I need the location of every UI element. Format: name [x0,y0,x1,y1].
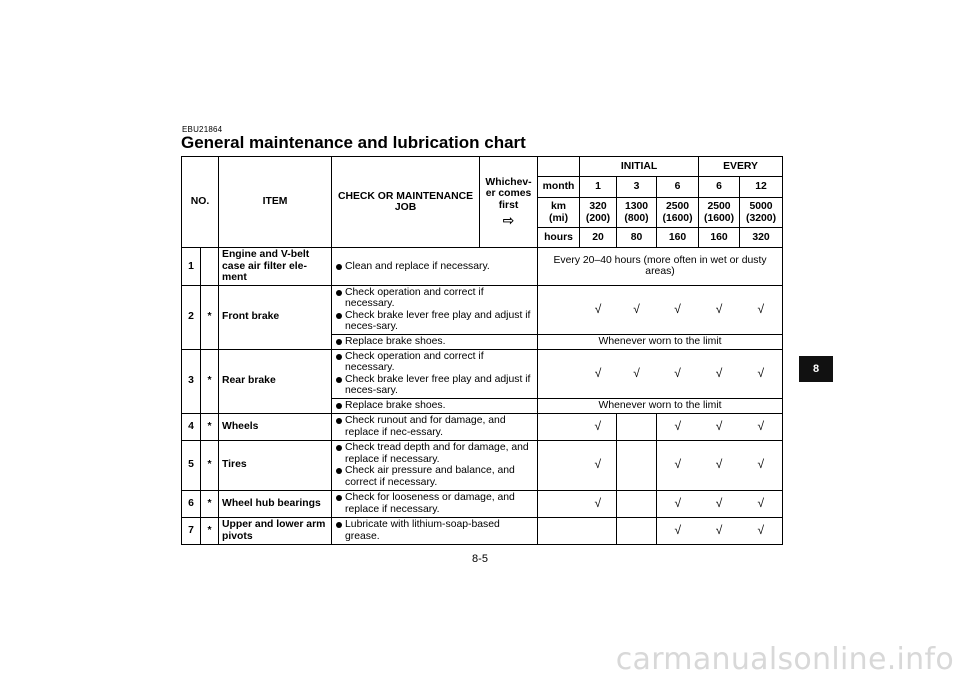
spacer-cell [538,490,580,517]
km-cell: 2500 (1600) [699,198,740,228]
check-mark: √ [699,413,740,440]
header-item: ITEM [219,157,332,248]
check-mark: √ [633,301,640,316]
job-bullet: Replace brake shoes. [335,336,534,348]
header-every: EVERY [699,157,783,177]
check-mark: √ [740,285,783,334]
item-name: Engine and V-belt case air filter ele-ment [219,248,332,286]
check-mark: √ [674,301,681,316]
check-mark [617,440,657,490]
km-cell: 1300 (800) [617,198,657,228]
table-row [182,248,783,286]
header-whichever-text: Whichev-er comes first [485,176,532,211]
check-mark: √ [740,440,783,490]
check-mark: √ [699,517,740,544]
check-mark [617,413,657,440]
section-tab: 8 [799,356,833,382]
job-cell [332,334,538,349]
header-corner [538,157,580,177]
km-cell: 320 (200) [580,198,617,228]
job-cell [332,248,538,286]
row-number: 2 [182,285,201,349]
spacer-cell [538,349,580,398]
check-mark [580,517,617,544]
job-bullet: Replace brake shoes. [335,400,534,412]
item-name: Upper and lower arm pivots [219,517,332,544]
row-mark [201,248,219,286]
job-bullet: Check runout and for damage, and replace if nec-essary. [335,415,534,438]
job-cell [332,349,538,398]
row-number: 3 [182,349,201,413]
arrow-right-icon: ⇨ [502,212,515,229]
row-mark: * [201,440,219,490]
month-cell: 1 [580,177,617,198]
row-number: 5 [182,440,201,490]
document-code: EBU21864 [182,125,223,134]
job-bullet: Check operation and correct if necessary. [335,351,534,374]
row-mark: * [201,517,219,544]
hours-cell: 160 [657,228,699,248]
job-bullet: Check for looseness or damage, and replace if necessary. [335,492,534,515]
check-mark: √ [740,490,783,517]
watermark: carmanualsonline.info [615,642,954,677]
job-bullet: Check air pressure and balance, and correct if necessary. [335,465,534,488]
check-mark: √ [740,349,783,398]
check-mark: √ [580,413,617,440]
header-initial: INITIAL [580,157,699,177]
row-mark: * [201,490,219,517]
hours-cell: 20 [580,228,617,248]
table-row [182,490,783,517]
check-mark [617,517,657,544]
job-bullet: Check tread depth and for damage, and replace if necessary. [335,442,534,465]
maintenance-chart-table [181,156,783,545]
hours-cell: 80 [617,228,657,248]
km-cell: 2500 (1600) [657,198,699,228]
check-mark: √ [740,413,783,440]
check-mark: √ [657,440,699,490]
month-cell: 6 [699,177,740,198]
check-mark: √ [594,301,602,316]
check-mark [617,490,657,517]
check-mark: √ [674,365,681,380]
spacer-cell [538,413,580,440]
job-cell [332,490,538,517]
header-whichever [480,157,538,248]
spacer-cell [538,440,580,490]
spacer-cell [538,285,580,334]
job-cell [332,285,538,334]
check-mark: √ [657,517,699,544]
page-number: 8-5 [472,553,488,565]
item-name: Wheel hub bearings [219,490,332,517]
table-row [182,517,783,544]
job-cell [332,440,538,490]
job-cell [332,413,538,440]
job-cell [332,398,538,413]
header-job: CHECK OR MAINTENANCE JOB [332,157,480,248]
row-mark: * [201,413,219,440]
row-mark: * [201,349,219,413]
check-mark: √ [715,301,723,316]
km-cell: 5000 (3200) [740,198,783,228]
header-month-label: month [538,177,580,198]
page-title: General maintenance and lubrication chart [181,133,526,152]
table-row [182,440,783,490]
item-name: Front brake [219,285,332,349]
table-row [182,285,783,334]
check-mark: √ [657,490,699,517]
item-name: Rear brake [219,349,332,413]
row-mark: * [201,285,219,349]
month-cell: 3 [617,177,657,198]
check-mark: √ [594,365,602,380]
header-km-label: km (mi) [538,198,580,228]
check-mark: √ [740,517,783,544]
item-name: Wheels [219,413,332,440]
hours-cell: 160 [699,228,740,248]
item-name: Tires [219,440,332,490]
job-bullet: Check operation and correct if necessary. [335,287,534,310]
interval-note: Whenever worn to the limit [538,398,783,413]
interval-note: Every 20–40 hours (more often in wet or dusty areas) [538,248,783,286]
month-cell: 12 [740,177,783,198]
job-bullet: Check brake lever free play and adjust if neces-sary. [335,374,534,397]
check-mark: √ [580,440,617,490]
hours-cell: 320 [740,228,783,248]
check-mark: √ [633,365,640,380]
check-mark: √ [715,365,723,380]
job-cell [332,517,538,544]
check-mark: √ [699,490,740,517]
interval-note: Whenever worn to the limit [538,334,783,349]
row-number: 7 [182,517,201,544]
table-row [182,349,783,398]
row-number: 4 [182,413,201,440]
spacer-cell [538,517,580,544]
month-cell: 6 [657,177,699,198]
check-mark: √ [657,413,699,440]
table-row [182,413,783,440]
job-bullet: Check brake lever free play and adjust if neces-sary. [335,310,534,333]
job-bullet: Clean and replace if necessary. [335,261,534,273]
row-number: 1 [182,248,201,286]
header-hours-label: hours [538,228,580,248]
header-no: NO. [182,157,219,248]
job-bullet: Lubricate with lithium-soap-based grease. [335,519,534,542]
check-mark: √ [580,490,617,517]
check-mark: √ [699,440,740,490]
row-number: 6 [182,490,201,517]
